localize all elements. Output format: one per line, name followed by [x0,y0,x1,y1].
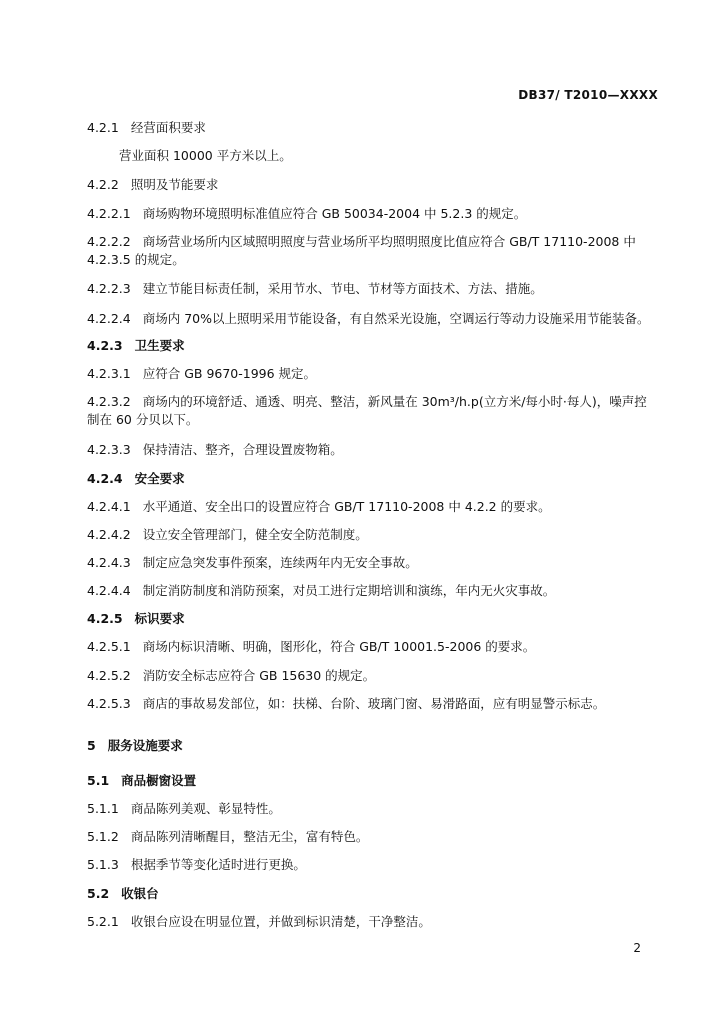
clause-5-1 [87,773,196,789]
clause-continuation [87,252,185,268]
clause-text: 营业面积 10000 平方米以上。 [119,148,292,163]
clause-4-2-3 [87,338,185,354]
section-5 [87,738,183,754]
clause-text: 制在 60 分贝以下。 [87,412,199,427]
clause-number: 4.2.4.2 [87,527,131,542]
clause-text: 建立节能目标责任制，采用节水、节电、节材等方面技术、方法、措施。 [142,281,543,296]
clause-4-2-2-3 [87,281,543,297]
clause-number: 4.2.2 [87,177,119,192]
clause-number: 4.2.4.4 [87,583,131,598]
clause-text: 制定消防制度和消防预案，对员工进行定期培训和演练，年内无火灾事故。 [142,583,556,598]
clause-4-2-4-1 [87,499,551,515]
clause-4-2-4-3 [87,555,418,571]
clause-number: 4.2.2.4 [87,311,131,326]
clause-number: 4.2.3.1 [87,366,131,381]
clause-5-2-1 [87,914,431,930]
clause-text: 4.2.3.5 的规定。 [87,252,185,267]
clause-text: 商场内标识清晰、明确，图形化，符合 GB/T 10001.5-2006 的要求。 [142,639,536,654]
clause-4-2-3-1 [87,366,316,382]
clause-4-2-2-1 [87,206,526,222]
clause-text: 应符合 GB 9670-1996 规定。 [142,366,317,381]
clause-4-2-2 [87,177,218,193]
clause-number: 5.1.3 [87,857,119,872]
clause-5-1-3 [87,857,306,873]
clause-number: 4.2.1 [87,120,119,135]
clause-4-2-4 [87,471,185,487]
clause-number: 5.2.1 [87,914,119,929]
clause-text: 商品陈列清晰醒目，整洁无尘，富有特色。 [130,829,369,844]
clause-4-2-4-4 [87,583,555,599]
clause-number: 5.1 [87,773,110,788]
clause-4-2-2-2 [87,234,636,250]
clause-number: 4.2.4.3 [87,555,131,570]
clause-4-2-5-2 [87,668,375,684]
clause-4-2-5-3 [87,696,605,712]
clause-text: 收银台应设在明显位置，并做到标识清楚，干净整洁。 [130,914,431,929]
clause-text: 商场购物环境照明标准值应符合 GB 50034-2004 中 5.2.3 的规定。 [142,206,527,221]
clause-text: 设立安全管理部门，健全安全防范制度。 [142,527,368,542]
clause-text: 水平通道、安全出口的设置应符合 GB/T 17110-2008 中 4.2.2 的要求。 [142,499,551,514]
clause-text: 照明及节能要求 [130,177,219,192]
clause-text: 商场内 70%以上照明采用节能设备，有自然采光设施，空调运行等动力设施采用节能装备。 [142,311,650,326]
clause-number: 4.2.5.1 [87,639,131,654]
clause-text: 根据季节等变化适时进行更换。 [130,857,306,872]
clause-continuation [87,412,198,428]
clause-5-1-2 [87,829,368,845]
clause-number: 4.2.5.3 [87,696,131,711]
clause-number: 4.2.5 [87,611,123,626]
clause-number: 4.2.4.1 [87,499,131,514]
clause-number: 4.2.5.2 [87,668,131,683]
clause-4-2-2-4 [87,311,650,327]
clause-text: 商店的事故易发部位，如：扶梯、台阶、玻璃门窗、易滑路面，应有明显警示标志。 [142,696,606,711]
clause-number: 4.2.2.1 [87,206,131,221]
clause-text: 经营面积要求 [130,120,206,135]
clause-text: 消防安全标志应符合 GB 15630 的规定。 [142,668,376,683]
clause-5-1-1 [87,801,281,817]
clause-number: 5.2 [87,886,110,901]
clause-4-2-5 [87,611,185,627]
page-number: 2 [633,941,641,955]
clause-number: 5 [87,738,96,753]
clause-4-2-1 [87,120,206,136]
document-code: DB37/ T2010—XXXX [518,88,658,102]
clause-number: 4.2.2.3 [87,281,131,296]
clause-number: 4.2.4 [87,471,123,486]
clause-number: 5.1.2 [87,829,119,844]
clause-4-2-4-2 [87,527,368,543]
clause-number: 5.1.1 [87,801,119,816]
clause-text: 服务设施要求 [107,738,183,753]
clause-number: 4.2.3.2 [87,394,131,409]
clause-text: 卫生要求 [134,338,185,353]
clause-text: 保持清洁、整齐，合理设置废物箱。 [142,442,343,457]
clause-text: 商品陈列美观、彰显特性。 [130,801,281,816]
clause-number: 4.2.3 [87,338,123,353]
clause-body [119,148,292,164]
clause-text: 标识要求 [134,611,185,626]
clause-number: 4.2.2.2 [87,234,131,249]
clause-5-2 [87,886,159,902]
clause-text: 商场内的环境舒适、通透、明亮、整洁，新风量在 30m³/h.p(立方米/每小时·每人)，噪声控 [142,394,647,409]
clause-text: 收银台 [121,886,159,901]
clause-text: 商品橱窗设置 [121,773,197,788]
clause-text: 商场营业场所内区域照明照度与营业场所平均照明照度比值应符合 GB/T 17110-2008 中 [142,234,636,249]
clause-4-2-5-1 [87,639,535,655]
clause-number: 4.2.3.3 [87,442,131,457]
clause-text: 安全要求 [134,471,185,486]
clause-text: 制定应急突发事件预案，连续两年内无安全事故。 [142,555,418,570]
clause-4-2-3-2 [87,394,647,410]
clause-4-2-3-3 [87,442,343,458]
